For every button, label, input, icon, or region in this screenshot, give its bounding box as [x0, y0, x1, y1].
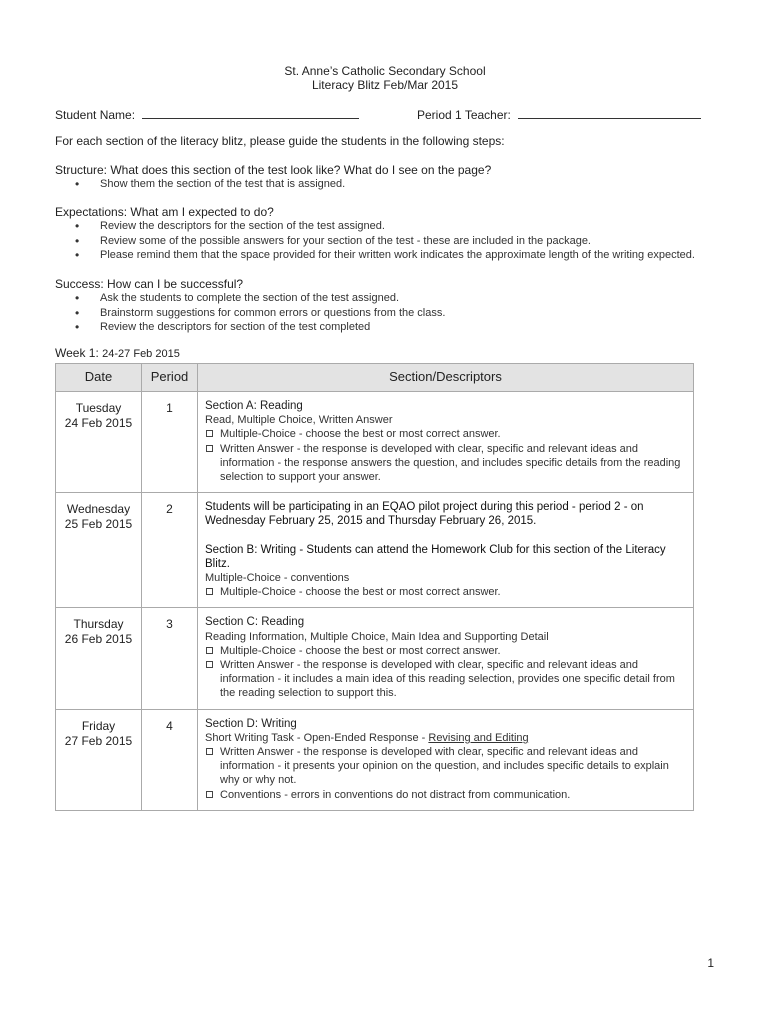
list-item: • Review some of the possible answers for your section of the test - these are included in the package.: [75, 233, 591, 248]
date-cell: Tuesday 24 Feb 2015: [56, 392, 142, 493]
table-row: [56, 493, 694, 608]
teacher-row: [417, 106, 701, 122]
checkbox-icon: [206, 661, 213, 668]
checklist-item: Multiple-Choice - choose the best or most correct answer.: [205, 427, 687, 441]
period-cell: 1: [142, 392, 198, 493]
eqao-notice: Students will be participating in an EQAO pilot project during this period - period 2 - on Wednesday February 25, 2015 and Thursday February 26, 2015.: [205, 501, 644, 528]
checklist-item: Written Answer - the response is developed with clear, specific and relevant ideas and information - it presents your opinion on the question, and includes specific details to explain why or why not.: [205, 745, 687, 788]
section-title: Section C: Reading: [205, 616, 305, 629]
bullet-icon: •: [75, 247, 80, 262]
bullet-icon: •: [75, 177, 80, 192]
bullet-icon: •: [75, 219, 80, 234]
bullet-list: [55, 177, 715, 191]
bullet-icon: •: [75, 233, 80, 248]
document-subtitle: Literacy Blitz Feb/Mar 2015: [311, 78, 459, 92]
date-cell: Thursday 26 Feb 2015: [56, 608, 142, 709]
week-label: Week 1:: [55, 346, 99, 360]
period-cell: 4: [142, 709, 198, 810]
column-header-section: Section/Descriptors: [198, 364, 694, 392]
section-title: Section A: Reading: [205, 400, 303, 412]
section-subtitle: Read, Multiple Choice, Written Answer: [205, 414, 393, 427]
period-cell: 2: [142, 493, 198, 608]
section-heading: Expectations: What am I expected to do?: [55, 205, 274, 219]
column-header-period: Period: [142, 364, 198, 392]
section-subtitle: Multiple-Choice - conventions: [205, 572, 350, 585]
section-title: Section D: Writing: [205, 717, 297, 730]
checklist-item: Multiple-Choice - choose the best or most correct answer.: [205, 585, 687, 599]
descriptor-cell: [198, 608, 694, 709]
list-item: • Brainstorm suggestions for common errors or questions from the class.: [75, 305, 446, 320]
structure-section: [55, 163, 715, 192]
checkbox-icon: [206, 588, 213, 595]
date-cell: Friday 27 Feb 2015: [56, 709, 142, 810]
student-name-label: Student Name:: [55, 108, 136, 122]
checkbox-icon: [206, 445, 213, 452]
list-item: • Review the descriptors for the section of the test assigned.: [75, 219, 385, 234]
page-number: 1: [707, 956, 714, 970]
section-subtitle: Short Writing Task - Open-Ended Response - Revising and Editing: [205, 731, 529, 744]
descriptor-cell: [198, 709, 694, 810]
column-header-date: Date: [56, 364, 142, 392]
descriptor-cell: [198, 392, 694, 493]
teacher-field[interactable]: [518, 106, 701, 119]
checkbox-icon: [206, 430, 213, 437]
section-subtitle: Reading Information, Multiple Choice, Main Idea and Supporting Detail: [205, 630, 549, 643]
period-cell: 3: [142, 608, 198, 709]
revising-editing-text: Revising and Editing: [428, 731, 529, 744]
table-row: [56, 709, 694, 810]
checklist-item: Written Answer - the response is developed with clear, specific and relevant ideas and information - it includes a main idea of this reading selection, provides one specific detail from the reading selection to support this.: [205, 658, 687, 701]
checkbox-icon: [206, 647, 213, 654]
bullet-list: [55, 219, 715, 262]
descriptor-cell: [198, 493, 694, 608]
table-header-row: [56, 364, 694, 392]
schedule-table: [55, 363, 694, 811]
checkbox-icon: [206, 748, 213, 755]
expectations-section: [55, 205, 715, 262]
list-item: • Please remind them that the space provided for their written work indicates the approximate length of the writing expected.: [75, 247, 695, 262]
intro-text: For each section of the literacy blitz, please guide the students in the following steps:: [55, 134, 505, 148]
list-item: • Ask the students to complete the section of the test assigned.: [75, 291, 400, 306]
table-row: [56, 608, 694, 709]
section-heading: Structure: What does this section of the test look like? What do I see on the page?: [55, 163, 492, 177]
checklist-item: Conventions - errors in conventions do not distract from communication.: [205, 788, 687, 802]
checkbox-icon: [206, 791, 213, 798]
bullet-icon: •: [75, 291, 80, 306]
bullet-icon: •: [75, 305, 80, 320]
success-section: [55, 277, 715, 334]
week-range: 24-27 Feb 2015: [102, 348, 180, 360]
checklist-item: Written Answer - the response is developed with clear, specific and relevant ideas and information - the response answers the question, and includes specific details from the reading selection to support your answer.: [205, 442, 687, 485]
table-row: [56, 392, 694, 493]
section-title: Section B: Writing - Students can attend the Homework Club for this section of the Literacy Blitz.: [205, 543, 666, 570]
section-heading: Success: How can I be successful?: [55, 277, 244, 291]
bullet-icon: •: [75, 319, 80, 334]
list-item: • Show them the section of the test that is assigned.: [75, 177, 346, 192]
checklist-item: Multiple-Choice - choose the best or most correct answer.: [205, 644, 687, 658]
week-heading: [55, 346, 180, 361]
date-cell: Wednesday 25 Feb 2015: [56, 493, 142, 608]
teacher-label: Period 1 Teacher:: [417, 108, 511, 122]
student-name-field[interactable]: [142, 106, 359, 119]
student-name-row: [55, 106, 359, 122]
bullet-list: [55, 291, 715, 334]
school-title: St. Anne’s Catholic Secondary School: [284, 64, 486, 78]
list-item: • Review the descriptors for section of the test completed: [75, 319, 371, 334]
